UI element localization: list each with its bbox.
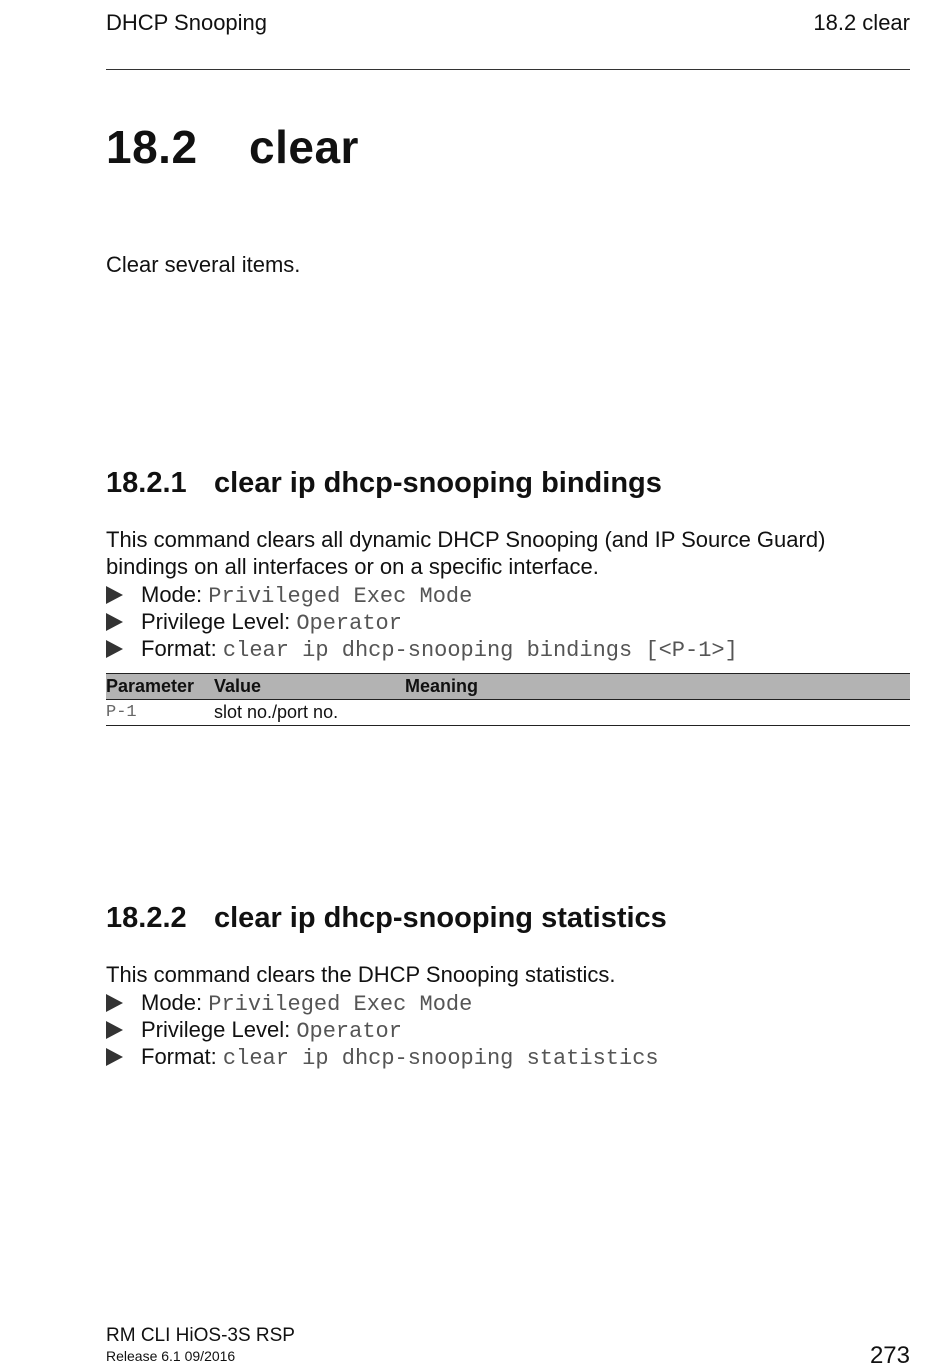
- column-header-parameter: Parameter: [106, 674, 214, 700]
- table-row: [106, 700, 910, 726]
- format-label: Format:: [141, 636, 217, 661]
- mode-value: Privileged Exec Mode: [208, 992, 473, 1017]
- parameter-cell: P-1: [106, 700, 214, 726]
- privilege-value: Operator: [296, 611, 402, 636]
- column-header-meaning: Meaning: [405, 674, 910, 700]
- footer-document-title: RM CLI HiOS-3S RSP: [106, 1325, 295, 1346]
- section-number: 18.2: [106, 121, 198, 173]
- mode-label: Mode:: [141, 582, 203, 607]
- format-value: clear ip dhcp-snooping bindings [<P-1>]: [222, 638, 738, 663]
- header-divider: [106, 69, 910, 70]
- subsection-number: 18.2.2: [106, 902, 187, 934]
- table-header-row: [106, 674, 910, 700]
- privilege-value: Operator: [296, 1019, 402, 1044]
- mode-value: Privileged Exec Mode: [208, 584, 473, 609]
- footer-release: Release 6.1 09/2016: [106, 1348, 236, 1364]
- section-title: clear: [249, 121, 359, 173]
- format-bullet: [106, 635, 738, 662]
- subsection-number: 18.2.1: [106, 467, 187, 499]
- column-header-value: Value: [214, 674, 405, 700]
- bullet-triangle-icon: [106, 994, 123, 1012]
- mode-bullet: [106, 581, 472, 608]
- subsection-heading-statistics: [106, 902, 667, 935]
- running-header-chapter: DHCP Snooping: [106, 10, 268, 35]
- section-intro: Clear several items.: [106, 252, 301, 277]
- bullet-triangle-icon: [106, 1021, 123, 1039]
- parameter-table: [106, 673, 910, 726]
- section-heading: [106, 120, 359, 174]
- bullet-triangle-icon: [106, 586, 123, 604]
- bullet-triangle-icon: [106, 1048, 123, 1066]
- bullet-triangle-icon: [106, 640, 123, 658]
- running-header-section: 18.2 clear: [813, 10, 910, 35]
- subsection-description: This command clears the DHCP Snooping statistics.: [106, 962, 616, 987]
- meaning-cell: [405, 700, 910, 726]
- privilege-label: Privilege Level:: [141, 609, 291, 634]
- mode-bullet: [106, 989, 472, 1016]
- privilege-label: Privilege Level:: [141, 1017, 291, 1042]
- subsection-title: clear ip dhcp-snooping statistics: [214, 902, 667, 934]
- format-label: Format:: [141, 1044, 217, 1069]
- privilege-bullet: [106, 608, 402, 635]
- subsection-title: clear ip dhcp-snooping bindings: [214, 467, 662, 499]
- subsection-heading-bindings: [106, 467, 662, 500]
- bullet-triangle-icon: [106, 613, 123, 631]
- privilege-bullet: [106, 1016, 402, 1043]
- subsection-description: This command clears all dynamic DHCP Snooping (and IP Source Guard) bindings on all interfaces or on a specific interface.: [106, 527, 826, 579]
- mode-label: Mode:: [141, 990, 203, 1015]
- page-number: 273: [869, 1342, 910, 1369]
- format-value: clear ip dhcp-snooping statistics: [222, 1046, 659, 1071]
- format-bullet: [106, 1043, 659, 1070]
- value-cell: slot no./port no.: [214, 700, 405, 726]
